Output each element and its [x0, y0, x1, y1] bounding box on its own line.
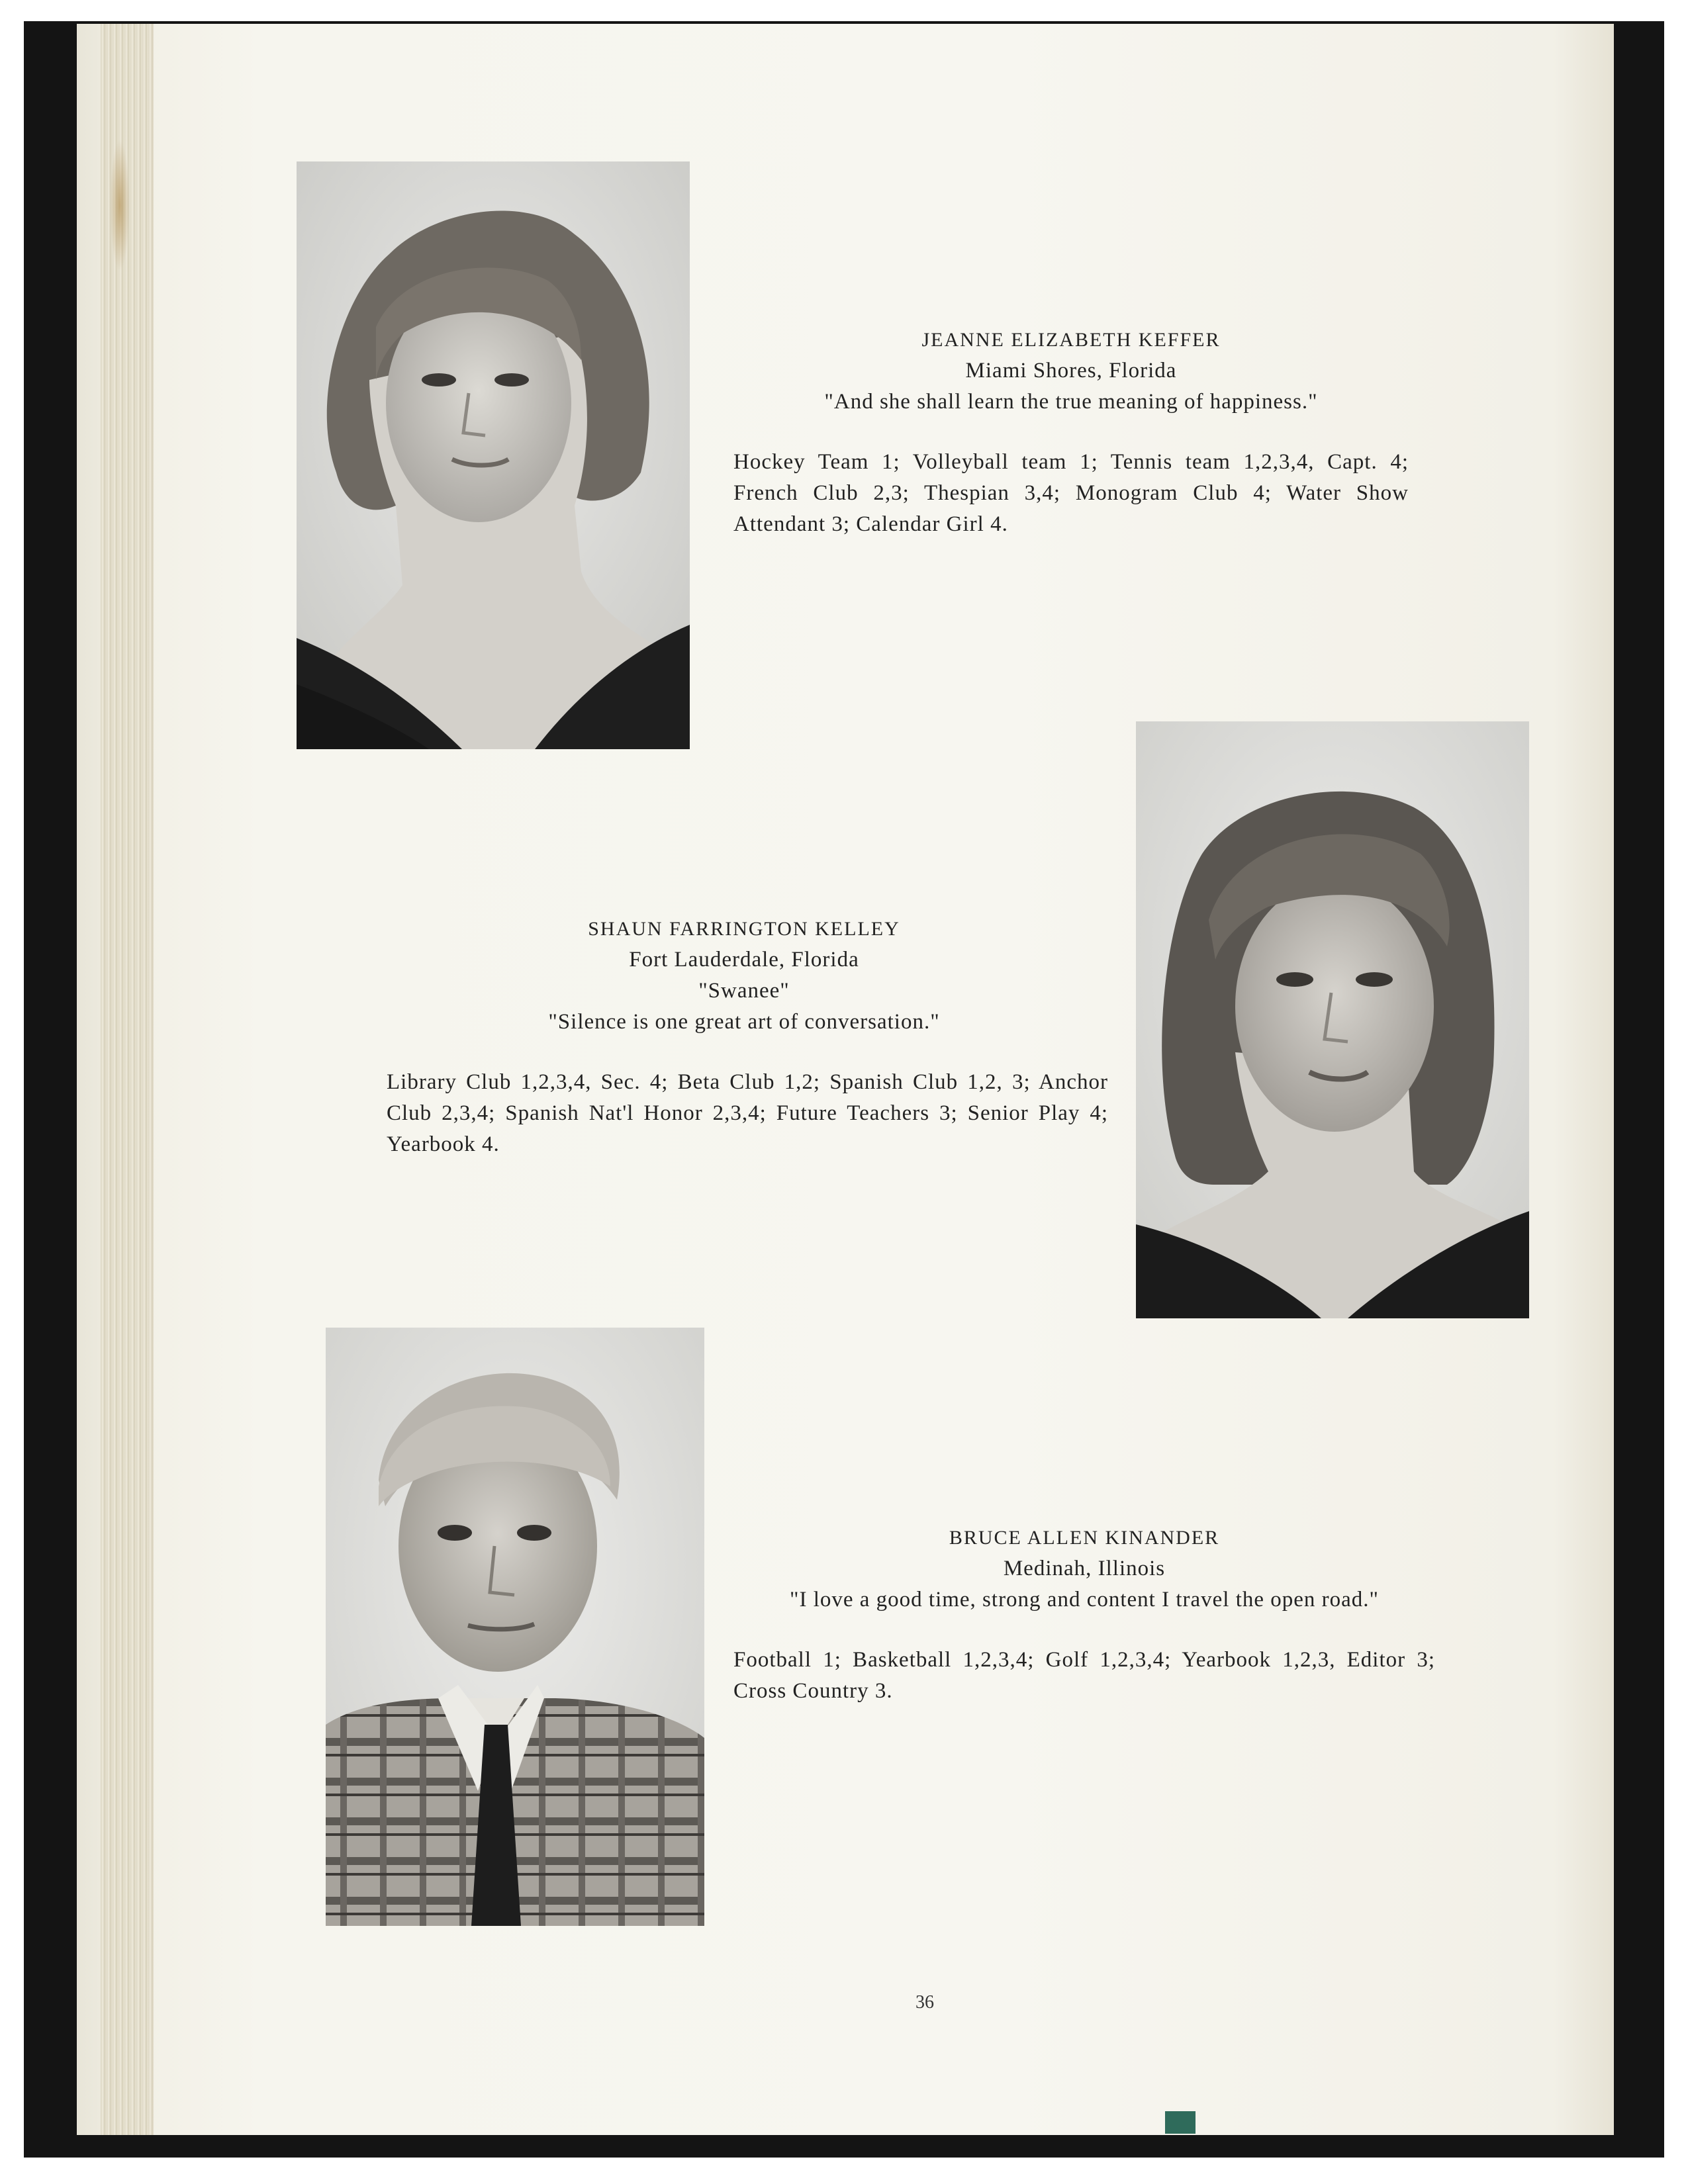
portrait-photo-kelley [1136, 721, 1529, 1318]
student-activities: Football 1; Basketball 1,2,3,4; Golf 1,2,3,4; Yearbook 1,2,3, Editor 3; Cross Country 3. [733, 1648, 1435, 1703]
student-entry-kelley [387, 913, 1108, 1160]
entry-header [733, 324, 1409, 418]
student-quote: "I love a good time, strong and content I travel the open road." [789, 1588, 1380, 1612]
page-number: 36 [915, 1992, 934, 2013]
student-hometown: Miami Shores, Florida [965, 359, 1177, 383]
student-activities: Library Club 1,2,3,4, Sec. 4; Beta Club 1,2; Spanish Club 1,2, 3; Anchor Club 2,3,4; Spanish Nat'l Honor 2,3,4; Future Teachers 3; Senior Play 4; Yearbook 4. [387, 1070, 1108, 1156]
student-name: JEANNE ELIZABETH KEFFER [921, 329, 1221, 351]
page-tab [1165, 2111, 1196, 2134]
student-nickname: "Swanee" [698, 979, 790, 1003]
page-edge [101, 24, 154, 2135]
student-quote: "And she shall learn the true meaning of happiness." [824, 390, 1318, 414]
student-hometown: Medinah, Illinois [1003, 1557, 1166, 1580]
student-activities: Hockey Team 1; Volleyball team 1; Tennis team 1,2,3,4, Capt. 4; French Club 2,3; Thespian 3,4; Monogram Club 4; Water Show Attendant 3; Calendar Girl 4. [733, 450, 1409, 536]
student-entry-kinander [733, 1522, 1435, 1707]
student-entry-keffer [733, 324, 1409, 540]
entry-header [733, 1522, 1435, 1615]
portrait-photo-kinander [326, 1328, 704, 1926]
student-name: BRUCE ALLEN KINANDER [949, 1527, 1220, 1549]
student-quote: "Silence is one great art of conversation." [548, 1010, 940, 1034]
entry-header [387, 913, 1102, 1038]
portrait-photo-keffer [297, 161, 690, 749]
student-hometown: Fort Lauderdale, Florida [629, 948, 859, 972]
paper-stain [110, 139, 130, 271]
student-name: SHAUN FARRINGTON KELLEY [588, 918, 900, 940]
